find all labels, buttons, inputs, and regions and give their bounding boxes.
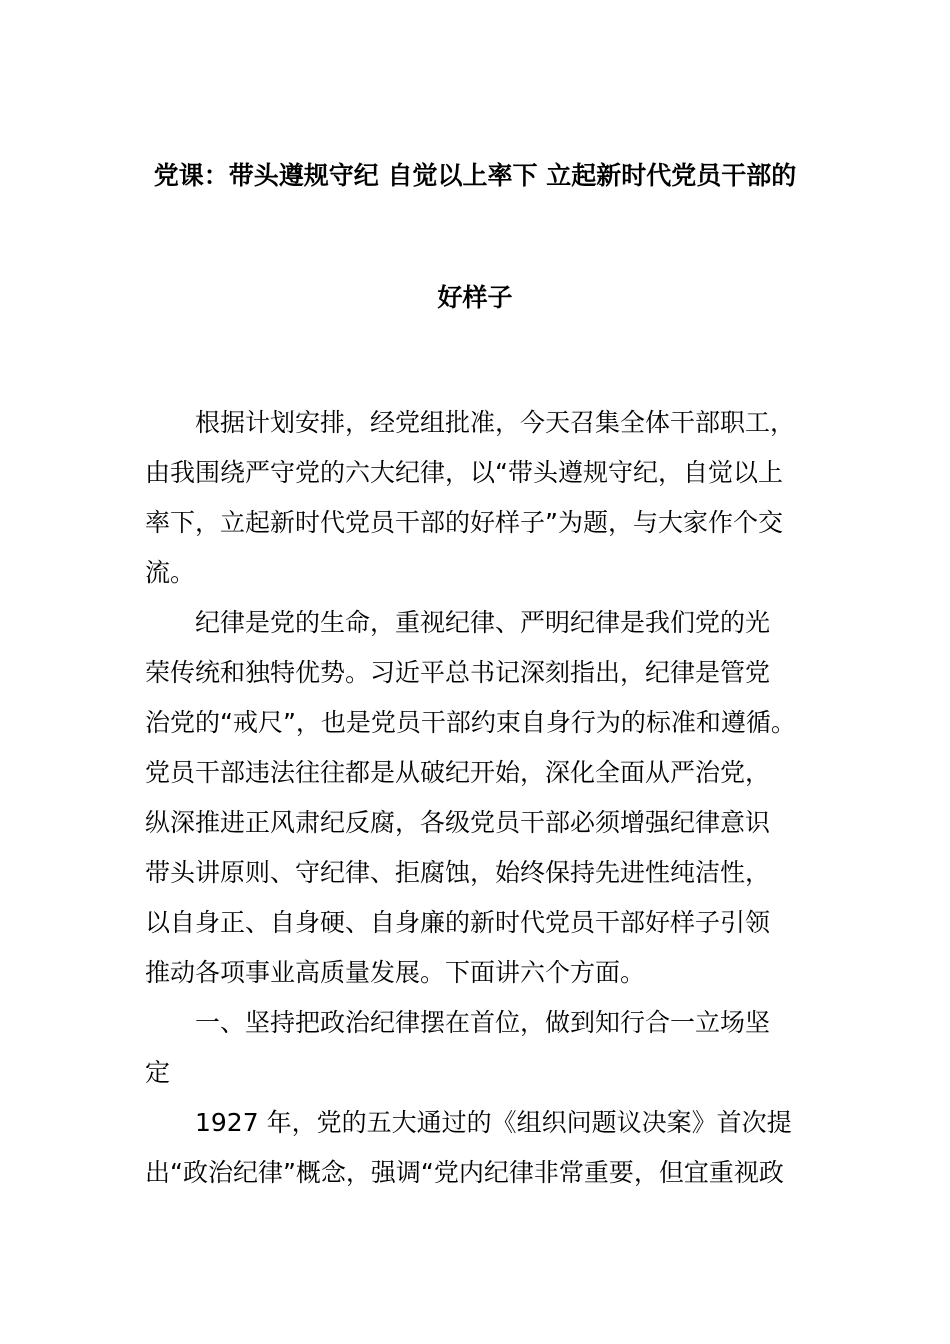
- section-heading-line: 定: [145, 1058, 171, 1087]
- body-line: 由我围绕严守党的六大纪律，以“带头遵规守纪，自觉以上: [145, 458, 783, 487]
- body-line: 荣传统和独特优势。习近平总书记深刻指出，纪律是管党: [145, 658, 771, 687]
- body-line: 纪律是党的生命，重视纪律、严明纪律是我们党的光: [195, 608, 771, 637]
- document-body: [145, 404, 835, 1204]
- body-line: 治党的“戒尺”，也是党员干部约束自身行为的标准和遵循。: [145, 708, 796, 737]
- document-title-line-2: 好样子: [437, 283, 513, 312]
- body-line: 根据计划安排，经党组批准，今天召集全体干部职工，: [195, 408, 796, 437]
- body-line: 出“政治纪律”概念，强调“党内纪律非常重要，但宜重视政: [145, 1158, 784, 1187]
- body-line: 纵深推进正风肃纪反腐，各级党员干部必须增强纪律意识: [145, 808, 771, 837]
- body-line: 以自身正、自身硬、自身廉的新时代党员干部好样子引领: [145, 908, 771, 937]
- body-line: 推动各项事业高质量发展。下面讲六个方面。: [145, 958, 646, 987]
- body-line: 流。: [145, 558, 196, 587]
- section-heading-line: 一、坚持把政治纪律摆在首位，做到知行合一立场坚: [195, 1008, 771, 1037]
- body-line: 1927 年，党的五大通过的《组织问题议决案》首次提: [195, 1108, 792, 1137]
- document-title-line-1: 党课：带头遵规守纪 自觉以上率下 立起新时代党员干部的: [153, 161, 797, 190]
- body-line: 带头讲原则、守纪律、拒腐蚀，始终保持先进性纯洁性，: [145, 858, 771, 887]
- body-line: 率下，立起新时代党员干部的好样子”为题，与大家作个交: [145, 508, 783, 537]
- body-line: 党员干部违法往往都是从破纪开始，深化全面从严治党，: [145, 758, 771, 787]
